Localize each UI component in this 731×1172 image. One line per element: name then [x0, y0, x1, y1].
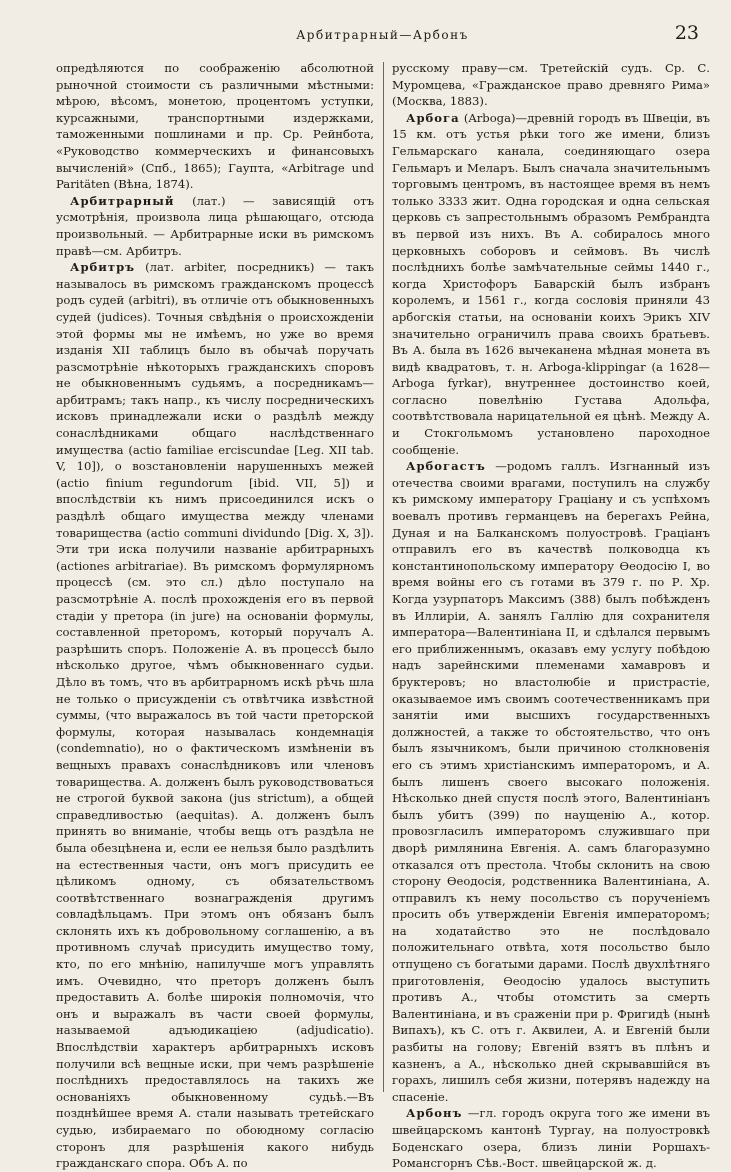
entry-term: Арбогастъ	[406, 459, 486, 474]
paragraph-text: русскому праву—см. Третейскій судъ. Ср. С. Муромцева, «Гражданское право древняго Рима» (Москва, 1883).	[392, 61, 710, 109]
entry-arboga	[392, 110, 710, 458]
page-header	[60, 22, 705, 48]
entry-arbitr	[56, 259, 374, 1172]
entry-text: (лат. arbiter, посредникъ) — такъ называлось въ римскомъ гражданскомъ процессѣ родъ судей (arbitri), въ отличіе отъ обыкновенныхъ судей (judices). Точныя свѣдѣнія о происхожденіи этой формы мы не имѣемъ, но уже во время изданія XII таблицъ было въ обычаѣ поручать разсмотрѣніе нѣкоторыхъ гражданскихъ споровъ не обыкновеннымъ судьямъ, а посредникамъ—арбитрамъ; такъ напр., къ числу посредническихъ исковъ принадлежали иски о раздѣлѣ между сонаслѣдниками общаго наслѣдственнаго имущества (actio familiae erciscundae [Leg. XII tab. V, 10]), о возстановленіи нарушенныхъ межей (actio finium regundorum [ibid. VII, 5]) и впослѣдствіи къ нимъ присоединился искъ о раздѣлѣ общаго имущества между членами товарищества (actio communi dividundo [Dig. X, 3]). Эти три иска получили названіе арбитрарныхъ (actiones arbitrariae). Въ римскомъ формулярномъ процессѣ (см. это сл.) дѣло поступало на разсмотрѣніе А. послѣ прохожденія его въ первой стадіи у претора (in jure) на основаніи формулы, составленной преторомъ, который поручалъ А. разрѣшить споръ. Положеніе А. въ процессѣ было нѣсколько другое, чѣмъ обыкновеннаго судьи. Дѣло въ томъ, что въ арбитрарномъ искѣ рѣчь шла не только о присужденіи съ отвѣтчика извѣстной суммы, (что выражалось въ той части преторской формулы, которая называлась кондемнація (condemnatio), но о фактическомъ измѣненіи въ вещныхъ правахъ сонаслѣдниковъ или членовъ товарищества. А. долженъ былъ руководствоваться не строгой буквой закона (jus strictum), а общей справедливостью (aequitas). А. долженъ былъ принять во вниманіе, чтобы вещь отъ раздѣла не была обезцѣнена и, если ее нельзя было раздѣлить на естественныя части, онъ могъ присудить ее цѣликомъ одному, съ обязательствомъ соотвѣтственнаго вознагражденія другимъ совладѣльцамъ. При этомъ онъ обязанъ былъ склонять ихъ къ добровольному соглашенію, а въ противномъ случаѣ присудить имущество тому, кто, по его мнѣнію, напилучше могъ управлять имъ. Очевидно, что преторъ долженъ былъ предоставить А. болѣе широкія полномочія, что онъ и выражалъ въ части своей формулы, называемой адъюдикаціею (adjudicatio). Впослѣдствіи характеръ арбитрарныхъ исковъ получили всѣ вещные иски, при чемъ разрѣшеніе послѣднихъ предоставлялось на такихъ же основаніяхъ обыкновенному судьѣ.—Въ позднѣйшее время А. стали называть третейскаго судью, избираемаго по обоюдному согласію сторонъ для разрѣшенія какого нибудь гражданскаго спора. Объ А. по	[56, 260, 374, 1171]
entry-text: —гл. городъ округа того же имени въ швейцарскомъ кантонѣ Тургау, на полуостровкѣ Боденскаго озера, близъ линіи Роршахъ-Романсгорнъ Сѣв.-Вост. швейцарской ж. д.	[392, 1106, 711, 1171]
entry-text: (лат.) — зависящій отъ усмотрѣнія, произвола лица рѣшающаго, отсюда произвольный. — Арбитрарные иски въ римскомъ правѣ—см. Арбитръ.	[56, 193, 375, 258]
paragraph-text: опредѣляются по соображенію абсолютной рыночной стоимости съ различными мѣстными: мѣрою, вѣсомъ, монетою, процентомъ уступки, курсажными, транспортными издержками, таможенными пошлинами и пр. Ср. Рейнбота, «Руководство коммерческихъ и финансовыхъ вычисленій» (Спб., 1865); Гаупта, «Arbitrage und Paritäten (Вѣна, 1874).	[56, 61, 374, 192]
entry-term: Арбитрарный	[70, 193, 175, 208]
page-number: 23	[674, 22, 699, 44]
entry-arbitrarnyi	[56, 193, 374, 259]
column-divider	[383, 62, 384, 1092]
entry-arbon	[392, 1105, 710, 1171]
running-head: Арбитрарный—Арбонъ	[296, 28, 469, 42]
entry-arbogast	[392, 458, 710, 1105]
text-columns	[56, 60, 711, 1171]
paragraph	[392, 60, 710, 110]
paragraph	[56, 60, 374, 193]
entry-term: Арбонъ	[406, 1106, 463, 1121]
left-column	[56, 60, 375, 1171]
right-column	[392, 60, 711, 1171]
entry-text: —родомъ галлъ. Изгнанный изъ отечества своими врагами, поступилъ на службу къ римскому императору Граціану и съ успѣхомъ воевалъ противъ германцевъ на берегахъ Рейна, Дуная и на Балканскомъ полуостровѣ. Граціанъ отправилъ его въ качествѣ полководца къ константинопольскому императору Ѳеодосію I, во время войны его съ готами въ 379 г. по Р. Хр. Когда узурпаторъ Максимъ (388) былъ побѣжденъ въ Иллиріи, А. занялъ Галлію для сохранителя императора—Валентиніана II, и сдѣлался первымъ его приближеннымъ, оказавъ ему услугу побѣдою надъ зарейнскими племенами хамавровъ и бруктеровъ; но властолюбіе и пристрастіе, оказываемое имъ своимъ соотечественникамъ при занятіи ими высшихъ государственныхъ должностей, а также то обстоятельство, что онъ былъ язычникомъ, были причиною столкновенія его съ этимъ христіанскимъ императоромъ, и А. былъ лишенъ своего высокаго положенія. Нѣсколько дней спустя послѣ этого, Валентиніанъ былъ убитъ (399) по наущенію А., котор. провозгласилъ императоромъ служившаго при дворѣ римлянина Евгенія. А. самъ благоразумно отказался отъ престола. Чтобы склонить на свою сторону Ѳеодосія, родственника Валентиніана, А. отправилъ къ нему посольство съ порученіемъ просить объ утвержденіи Евгенія императоромъ; на ходатайство это не послѣдовало положительнаго отвѣта, хотя посольство было отпущено съ богатыми дарами. Послѣ двухлѣтняго приготовленія, Ѳеодосію удалось выступить противъ А., чтобы отомстить за смерть Валентиніана, и въ сраженіи при р. Фригидѣ (нынѣ Випахъ), къ С. отъ г. Аквилеи, А. и Евгеній были разбиты на голову; Евгеній взятъ въ плѣнъ и казненъ, а А., нѣсколько дней скрывавшійся въ горахъ, лишилъ себя жизни, потерявъ надежду на спасеніе.	[392, 459, 711, 1104]
entry-term: Арбога	[406, 110, 460, 125]
entry-text: (Arboga)—древній городъ въ Швеціи, въ 15 км. отъ устья рѣки того же имени, близъ Гельмарскаго канала, соединяющаго озера Гельмаръ и Меларъ. Былъ сначала значительнымъ торговымъ центромъ, въ настоящее время въ немъ только 3333 жит. Одна городская и одна сельская церковь съ запрестольнымъ образомъ Рембрандта въ первой изъ нихъ. Въ А. собиралось много церковныхъ соборовъ и сеймовъ. Въ числѣ послѣднихъ болѣе замѣчательные сеймы 1440 г., когда Христофоръ Баварскій былъ избранъ королемъ, и 1561 г., когда сословія приняли 43 арбогскія статьи, на основаніи коихъ Эрикъ XIV значительно ограничилъ права своихъ братьевъ. Въ А. была въ 1626 вычеканена мѣдная монета въ видѣ квадратовъ, т. н. Arboga-klippingar (а 1628—Arboga fyrkar), внутреннее достоинство коей, согласно повелѣнію Густава Адольфа, соотвѣтствовала нарицательной ея цѣнѣ. Между А. и Стокгольмомъ установлено пароходное сообщеніе.	[392, 110, 710, 457]
entry-term: Арбитръ	[70, 260, 136, 275]
